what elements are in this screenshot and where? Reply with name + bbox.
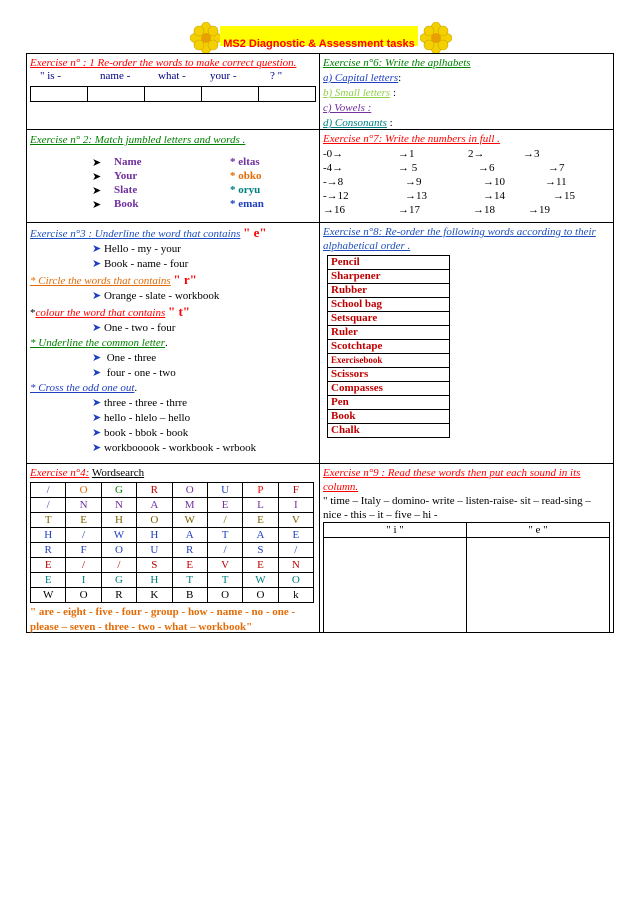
grid-letter[interactable]: k <box>278 588 313 603</box>
word-line: Orange - slate - workbook <box>103 290 220 302</box>
grid-letter[interactable]: O <box>243 588 278 603</box>
grid-letter[interactable]: / <box>31 498 66 513</box>
exercise-7 <box>319 129 614 223</box>
jumbled-word: * obko <box>230 170 262 182</box>
grid-letter[interactable]: U <box>207 483 242 498</box>
jumbled-word: * oryu <box>230 184 261 196</box>
colour-instruction: colour the word that contains <box>35 307 166 319</box>
word-item: Sharpener <box>328 270 450 284</box>
answer-cell[interactable] <box>450 396 465 410</box>
exercise-9-heading: Exercise n°9 : Read these words then put each sound in its column. <box>323 467 581 493</box>
word-item: Chalk <box>328 424 450 438</box>
grid-letter[interactable]: N <box>66 498 101 513</box>
answer-box[interactable] <box>202 87 259 102</box>
answer-cell[interactable] <box>450 424 465 438</box>
grid-letter[interactable]: V <box>278 513 313 528</box>
capital-letters-label: a) Capital letters <box>323 72 399 84</box>
grid-letter[interactable]: / <box>101 558 136 573</box>
grid-letter[interactable]: T <box>172 573 207 588</box>
odd-one-instruction: * Cross the odd one out <box>30 382 135 394</box>
number-item: →11 <box>545 176 567 188</box>
answer-boxes <box>30 86 316 102</box>
answer-cell[interactable] <box>450 312 465 326</box>
grid-letter[interactable]: / <box>66 558 101 573</box>
answer-cell[interactable] <box>450 354 465 368</box>
daffodil-icon <box>420 22 452 54</box>
grid-letter[interactable]: E <box>31 558 66 573</box>
grid-letter[interactable]: G <box>101 573 136 588</box>
answer-box[interactable] <box>31 87 88 102</box>
word-item: Ruler <box>328 326 450 340</box>
exercise-6-heading: Exercise n°6: Write the aplhabets <box>323 57 471 69</box>
bullet-arrow-icon: ➤ <box>92 171 102 183</box>
answer-cell[interactable] <box>450 410 465 424</box>
grid-letter[interactable]: / <box>207 543 242 558</box>
word-line: Book - name - four <box>103 258 189 270</box>
word-line: hello - hlelo – hello <box>103 412 191 424</box>
grid-letter[interactable]: / <box>278 543 313 558</box>
daffodil-icon <box>190 22 222 54</box>
grid-letter[interactable]: K <box>137 588 172 603</box>
grid-letter[interactable]: / <box>66 528 101 543</box>
grid-letter[interactable]: O <box>137 513 172 528</box>
grid-letter[interactable]: N <box>101 498 136 513</box>
grid-letter[interactable]: E <box>172 558 207 573</box>
grid-letter[interactable]: O <box>66 588 101 603</box>
grid-letter[interactable]: W <box>172 513 207 528</box>
exercise-3 <box>26 222 320 464</box>
word-item: Exercisebook <box>328 354 450 368</box>
answer-box[interactable] <box>259 87 316 102</box>
grid-letter[interactable]: R <box>172 543 207 558</box>
bullet-arrow-icon: ➤ <box>92 397 102 409</box>
answer-cell[interactable] <box>450 270 465 284</box>
answer-cell[interactable] <box>450 256 465 270</box>
letter-e: " e" <box>243 225 267 240</box>
grid-letter[interactable]: E <box>31 573 66 588</box>
number-item: →17 <box>398 204 420 216</box>
grid-letter[interactable]: R <box>101 588 136 603</box>
grid-letter[interactable]: B <box>172 588 207 603</box>
exercise-1-heading: Exercise n° : 1 Re-order the words to make correct question. <box>30 57 297 69</box>
grid-letter[interactable]: E <box>66 513 101 528</box>
grid-letter[interactable]: T <box>207 528 242 543</box>
column-e-header: " e " <box>467 523 610 538</box>
exercise-7-heading: Exercise n°7: Write the numbers in full . <box>323 133 500 145</box>
bullet-arrow-icon: ➤ <box>92 322 102 334</box>
word-line: One - two - four <box>103 322 176 334</box>
number-item: →15 <box>553 190 575 202</box>
bullet-arrow-icon: ➤ <box>92 442 102 454</box>
grid-letter[interactable]: R <box>31 543 66 558</box>
grid-letter[interactable]: O <box>207 588 242 603</box>
grid-letter[interactable]: S <box>243 543 278 558</box>
exercise-8-heading: Exercise n°8: Re-order the following words according to their alphabetical order . <box>323 226 596 252</box>
exercise-9 <box>319 463 614 633</box>
exercise-2 <box>26 129 320 223</box>
number-item: →7 <box>548 162 565 174</box>
grid-letter[interactable]: T <box>207 573 242 588</box>
bullet-arrow-icon: ➤ <box>92 290 102 302</box>
exercise-3-heading: Exercise n°3 : Underline the word that contains <box>30 228 241 240</box>
grid-letter[interactable]: N <box>278 558 313 573</box>
grid-letter[interactable]: H <box>137 573 172 588</box>
exercise-2-heading: Exercise n° 2: Match jumbled letters and words . <box>30 134 246 146</box>
bullet-arrow-icon: ➤ <box>92 199 102 211</box>
grid-letter[interactable]: O <box>172 483 207 498</box>
column-i-answer[interactable] <box>324 538 467 633</box>
number-item: →10 <box>483 176 505 188</box>
colon: : <box>398 72 402 84</box>
word-line: book - bbok - book <box>103 427 189 439</box>
grid-letter[interactable]: O <box>66 483 101 498</box>
word-item: Scissors <box>328 368 450 382</box>
letter-t: " t" <box>168 304 191 319</box>
number-item: →13 <box>405 190 427 202</box>
grid-letter[interactable]: H <box>31 528 66 543</box>
wordsearch-grid <box>30 482 314 603</box>
word-item: School bag <box>328 298 450 312</box>
exercise-4-heading: Exercise n°4: <box>30 467 90 479</box>
grid-letter[interactable]: H <box>101 513 136 528</box>
answer-cell[interactable] <box>450 368 465 382</box>
colon: : <box>389 117 393 129</box>
circle-instruction: * Circle the words that contains <box>30 275 171 287</box>
word-item: Book <box>328 410 450 424</box>
page-title: MS2 Diagnostic & Assessment tasks <box>220 26 418 46</box>
number-item: -→8 <box>323 176 344 188</box>
answer-cell[interactable] <box>450 326 465 340</box>
bullet-arrow-icon: ➤ <box>92 427 102 439</box>
colon: : <box>392 87 397 99</box>
number-item: →16 <box>323 204 345 216</box>
grid-letter[interactable]: F <box>278 483 313 498</box>
word-item: Setsquare <box>328 312 450 326</box>
word-line: One - three <box>106 352 157 364</box>
word: " is - <box>40 70 61 82</box>
word: what - <box>158 70 186 82</box>
header <box>0 22 638 48</box>
answer-cell[interactable] <box>450 382 465 396</box>
number-item: →3 <box>523 148 540 160</box>
grid-letter[interactable]: S <box>137 558 172 573</box>
grid-letter[interactable]: W <box>101 528 136 543</box>
answer-cell[interactable] <box>450 340 465 354</box>
word-item: Pen <box>328 396 450 410</box>
grid-letter[interactable]: P <box>243 483 278 498</box>
number-item: -→12 <box>323 190 349 202</box>
grid-letter[interactable]: E <box>243 558 278 573</box>
word-line: Hello - my - your <box>103 243 181 255</box>
column-e-answer[interactable] <box>467 538 610 633</box>
word-item: Compasses <box>328 382 450 396</box>
grid-letter[interactable]: O <box>101 543 136 558</box>
bullet-arrow-icon: ➤ <box>92 243 102 255</box>
number-item: →18 <box>473 204 495 216</box>
bullet-arrow-icon: ➤ <box>92 352 102 364</box>
grid-letter[interactable]: E <box>207 498 242 513</box>
match-word: Book <box>114 198 139 210</box>
word-line: four - one - two <box>106 367 176 379</box>
grid-letter[interactable]: U <box>137 543 172 558</box>
exercise-4 <box>26 463 320 633</box>
sound-words: " time – Italy – domino- write – listen-raise- sit – read-sing – nice - this – it – five – hi - <box>323 495 591 521</box>
bullet-arrow-icon: ➤ <box>92 367 102 379</box>
grid-letter[interactable]: W <box>243 573 278 588</box>
dot: . <box>134 382 138 394</box>
word: your - <box>210 70 237 82</box>
match-word: Slate <box>114 184 138 196</box>
number-item: →6 <box>478 162 495 174</box>
consonants-label: d) Consonants <box>323 117 387 129</box>
number-item: -0→ <box>323 148 344 160</box>
word-item: Pencil <box>328 256 450 270</box>
grid-letter[interactable]: A <box>243 528 278 543</box>
number-item: 2→ <box>468 148 485 160</box>
grid-letter[interactable]: E <box>243 513 278 528</box>
wordsearch-words: " are - eight - five - four - group - how - name - no - one - please – seven - three - two - what – workbook" <box>30 606 296 633</box>
match-word: Name <box>114 156 142 168</box>
exercise-1 <box>26 53 320 130</box>
number-item: →1 <box>398 148 415 160</box>
number-item: -4→ <box>323 162 344 174</box>
grid-letter[interactable]: I <box>66 573 101 588</box>
answer-box[interactable] <box>145 87 202 102</box>
sound-columns <box>323 522 610 633</box>
dot: . <box>165 337 168 349</box>
vowels-label: c) Vowels : <box>323 102 372 114</box>
grid-letter[interactable]: / <box>31 483 66 498</box>
grid-letter[interactable]: E <box>278 528 313 543</box>
column-i-header: " i " <box>324 523 467 538</box>
exercise-8 <box>319 222 614 464</box>
number-item: → 5 <box>398 162 418 174</box>
jumbled-word: * eltas <box>230 156 260 168</box>
answer-box[interactable] <box>88 87 145 102</box>
jumbled-word: * eman <box>230 198 264 210</box>
grid-letter[interactable]: F <box>66 543 101 558</box>
grid-letter[interactable]: M <box>172 498 207 513</box>
common-letter-instruction: * Underline the common letter <box>30 337 166 349</box>
grid-letter[interactable]: G <box>101 483 136 498</box>
letter-r: " r" <box>173 272 197 287</box>
bullet-arrow-icon: ➤ <box>92 185 102 197</box>
word-item: Rubber <box>328 284 450 298</box>
grid-letter[interactable]: O <box>278 573 313 588</box>
exercise-6 <box>319 53 614 130</box>
grid-letter[interactable]: V <box>207 558 242 573</box>
word-line: workbooook - workbook - wrbook <box>103 442 257 454</box>
grid-letter[interactable]: L <box>243 498 278 513</box>
grid-letter[interactable]: R <box>137 483 172 498</box>
star: * <box>30 307 36 319</box>
bullet-arrow-icon: ➤ <box>92 258 102 270</box>
word: ? " <box>270 70 283 82</box>
bullet-arrow-icon: ➤ <box>92 412 102 424</box>
number-item: →19 <box>528 204 550 216</box>
grid-letter[interactable]: A <box>137 498 172 513</box>
answer-cell[interactable] <box>450 298 465 312</box>
number-item: →9 <box>405 176 422 188</box>
word-list <box>327 255 465 438</box>
grid-letter[interactable]: T <box>31 513 66 528</box>
word-line: three - three - thrre <box>103 397 188 409</box>
bullet-arrow-icon: ➤ <box>92 157 102 169</box>
word-item: Scotchtape <box>328 340 450 354</box>
match-word: Your <box>114 170 138 182</box>
grid-letter[interactable]: I <box>278 498 313 513</box>
grid-letter[interactable]: W <box>31 588 66 603</box>
number-item: →14 <box>483 190 505 202</box>
word: name - <box>100 70 131 82</box>
wordsearch-label: Wordsearch <box>91 467 145 479</box>
answer-cell[interactable] <box>450 284 465 298</box>
small-letters-label: b) Small letters <box>323 87 391 99</box>
grid-letter[interactable]: A <box>172 528 207 543</box>
grid-letter[interactable]: / <box>207 513 242 528</box>
grid-letter[interactable]: H <box>137 528 172 543</box>
